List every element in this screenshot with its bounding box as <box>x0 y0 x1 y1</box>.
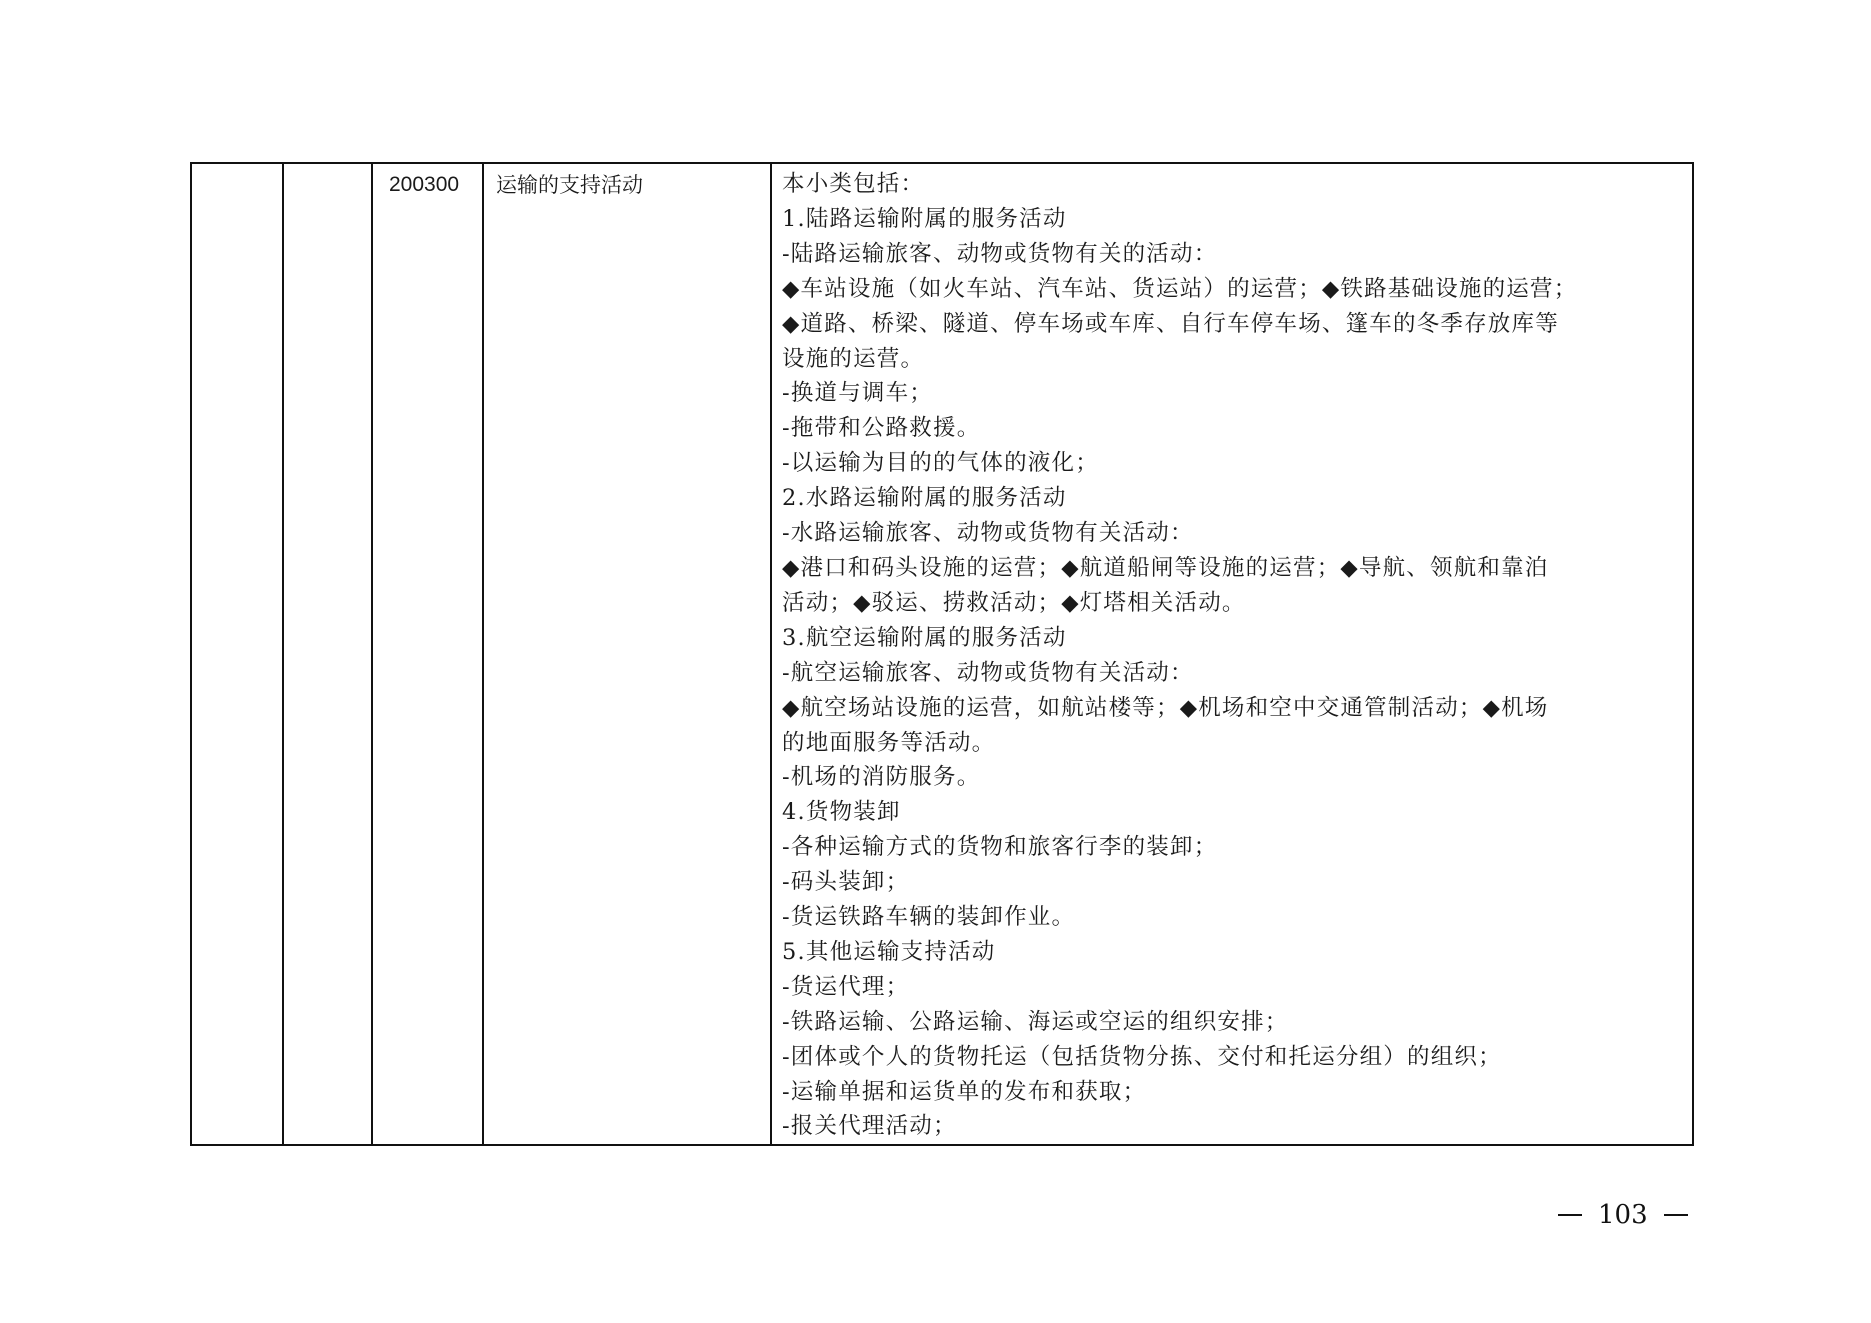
description-line: ◆道路、桥梁、隧道、停车场或车库、自行车停车场、篷车的冬季存放库等 <box>782 310 1559 337</box>
level2-cell <box>283 163 372 1145</box>
description-lines <box>782 167 1686 1144</box>
description-line: -水路运输旅客、动物或货物有关活动： <box>782 520 1194 547</box>
description-line: 活动；◆驳运、捞救活动；◆灯塔相关活动。 <box>782 589 1246 616</box>
level1-cell <box>191 163 283 1145</box>
description-line: 的地面服务等活动。 <box>782 729 996 756</box>
classification-table <box>190 162 1694 1146</box>
page-number: 103 <box>1598 1200 1648 1230</box>
description-line: 本小类包括： <box>782 171 925 197</box>
description-line: -以运输为目的的气体的液化； <box>782 450 1099 477</box>
page-footer <box>1558 1200 1688 1230</box>
right-dash <box>1664 1214 1688 1216</box>
description-line: -各种运输方式的货物和旅客行李的装卸； <box>782 834 1218 861</box>
description-line: -码头装卸； <box>782 869 910 896</box>
description-line: -报关代理活动； <box>782 1113 957 1140</box>
description-cell <box>771 163 1693 1145</box>
left-dash <box>1558 1214 1582 1216</box>
description-line: 1.陆路运输附属的服务活动 <box>782 205 1067 232</box>
description-line: -货运代理； <box>782 973 910 1000</box>
category-name-cell: 运输的支持活动 <box>483 163 771 1145</box>
description-line: -铁路运输、公路运输、海运或空运的组织安排； <box>782 1008 1289 1035</box>
description-line: ◆车站设施（如火车站、汽车站、货运站）的运营；◆铁路基础设施的运营； <box>782 275 1578 302</box>
description-line: ◆港口和码头设施的运营；◆航道船闸等设施的运营；◆导航、领航和靠泊 <box>782 554 1549 581</box>
description-line: -陆路运输旅客、动物或货物有关的活动： <box>782 240 1218 267</box>
table-row <box>191 163 1693 1145</box>
description-line: ◆航空场站设施的运营，如航站楼等；◆机场和空中交通管制活动；◆机场 <box>782 694 1549 721</box>
description-line: 3.航空运输附属的服务活动 <box>782 624 1067 651</box>
description-line: -换道与调车； <box>782 380 934 407</box>
description-line: 设施的运营。 <box>782 345 925 372</box>
description-line: -货运铁路车辆的装卸作业。 <box>782 904 1076 931</box>
description-line: 5.其他运输支持活动 <box>782 938 996 965</box>
description-line: -拖带和公路救援。 <box>782 415 981 442</box>
code-cell: 200300 <box>372 163 483 1145</box>
description-line: -航空运输旅客、动物或货物有关活动： <box>782 659 1194 686</box>
description-line: -机场的消防服务。 <box>782 764 981 791</box>
description-line: -运输单据和运货单的发布和获取； <box>782 1078 1147 1105</box>
description-line: 2.水路运输附属的服务活动 <box>782 485 1067 512</box>
description-line: 4.货物装卸 <box>782 799 901 826</box>
description-line: -团体或个人的货物托运（包括货物分拣、交付和托运分组）的组织； <box>782 1043 1502 1070</box>
